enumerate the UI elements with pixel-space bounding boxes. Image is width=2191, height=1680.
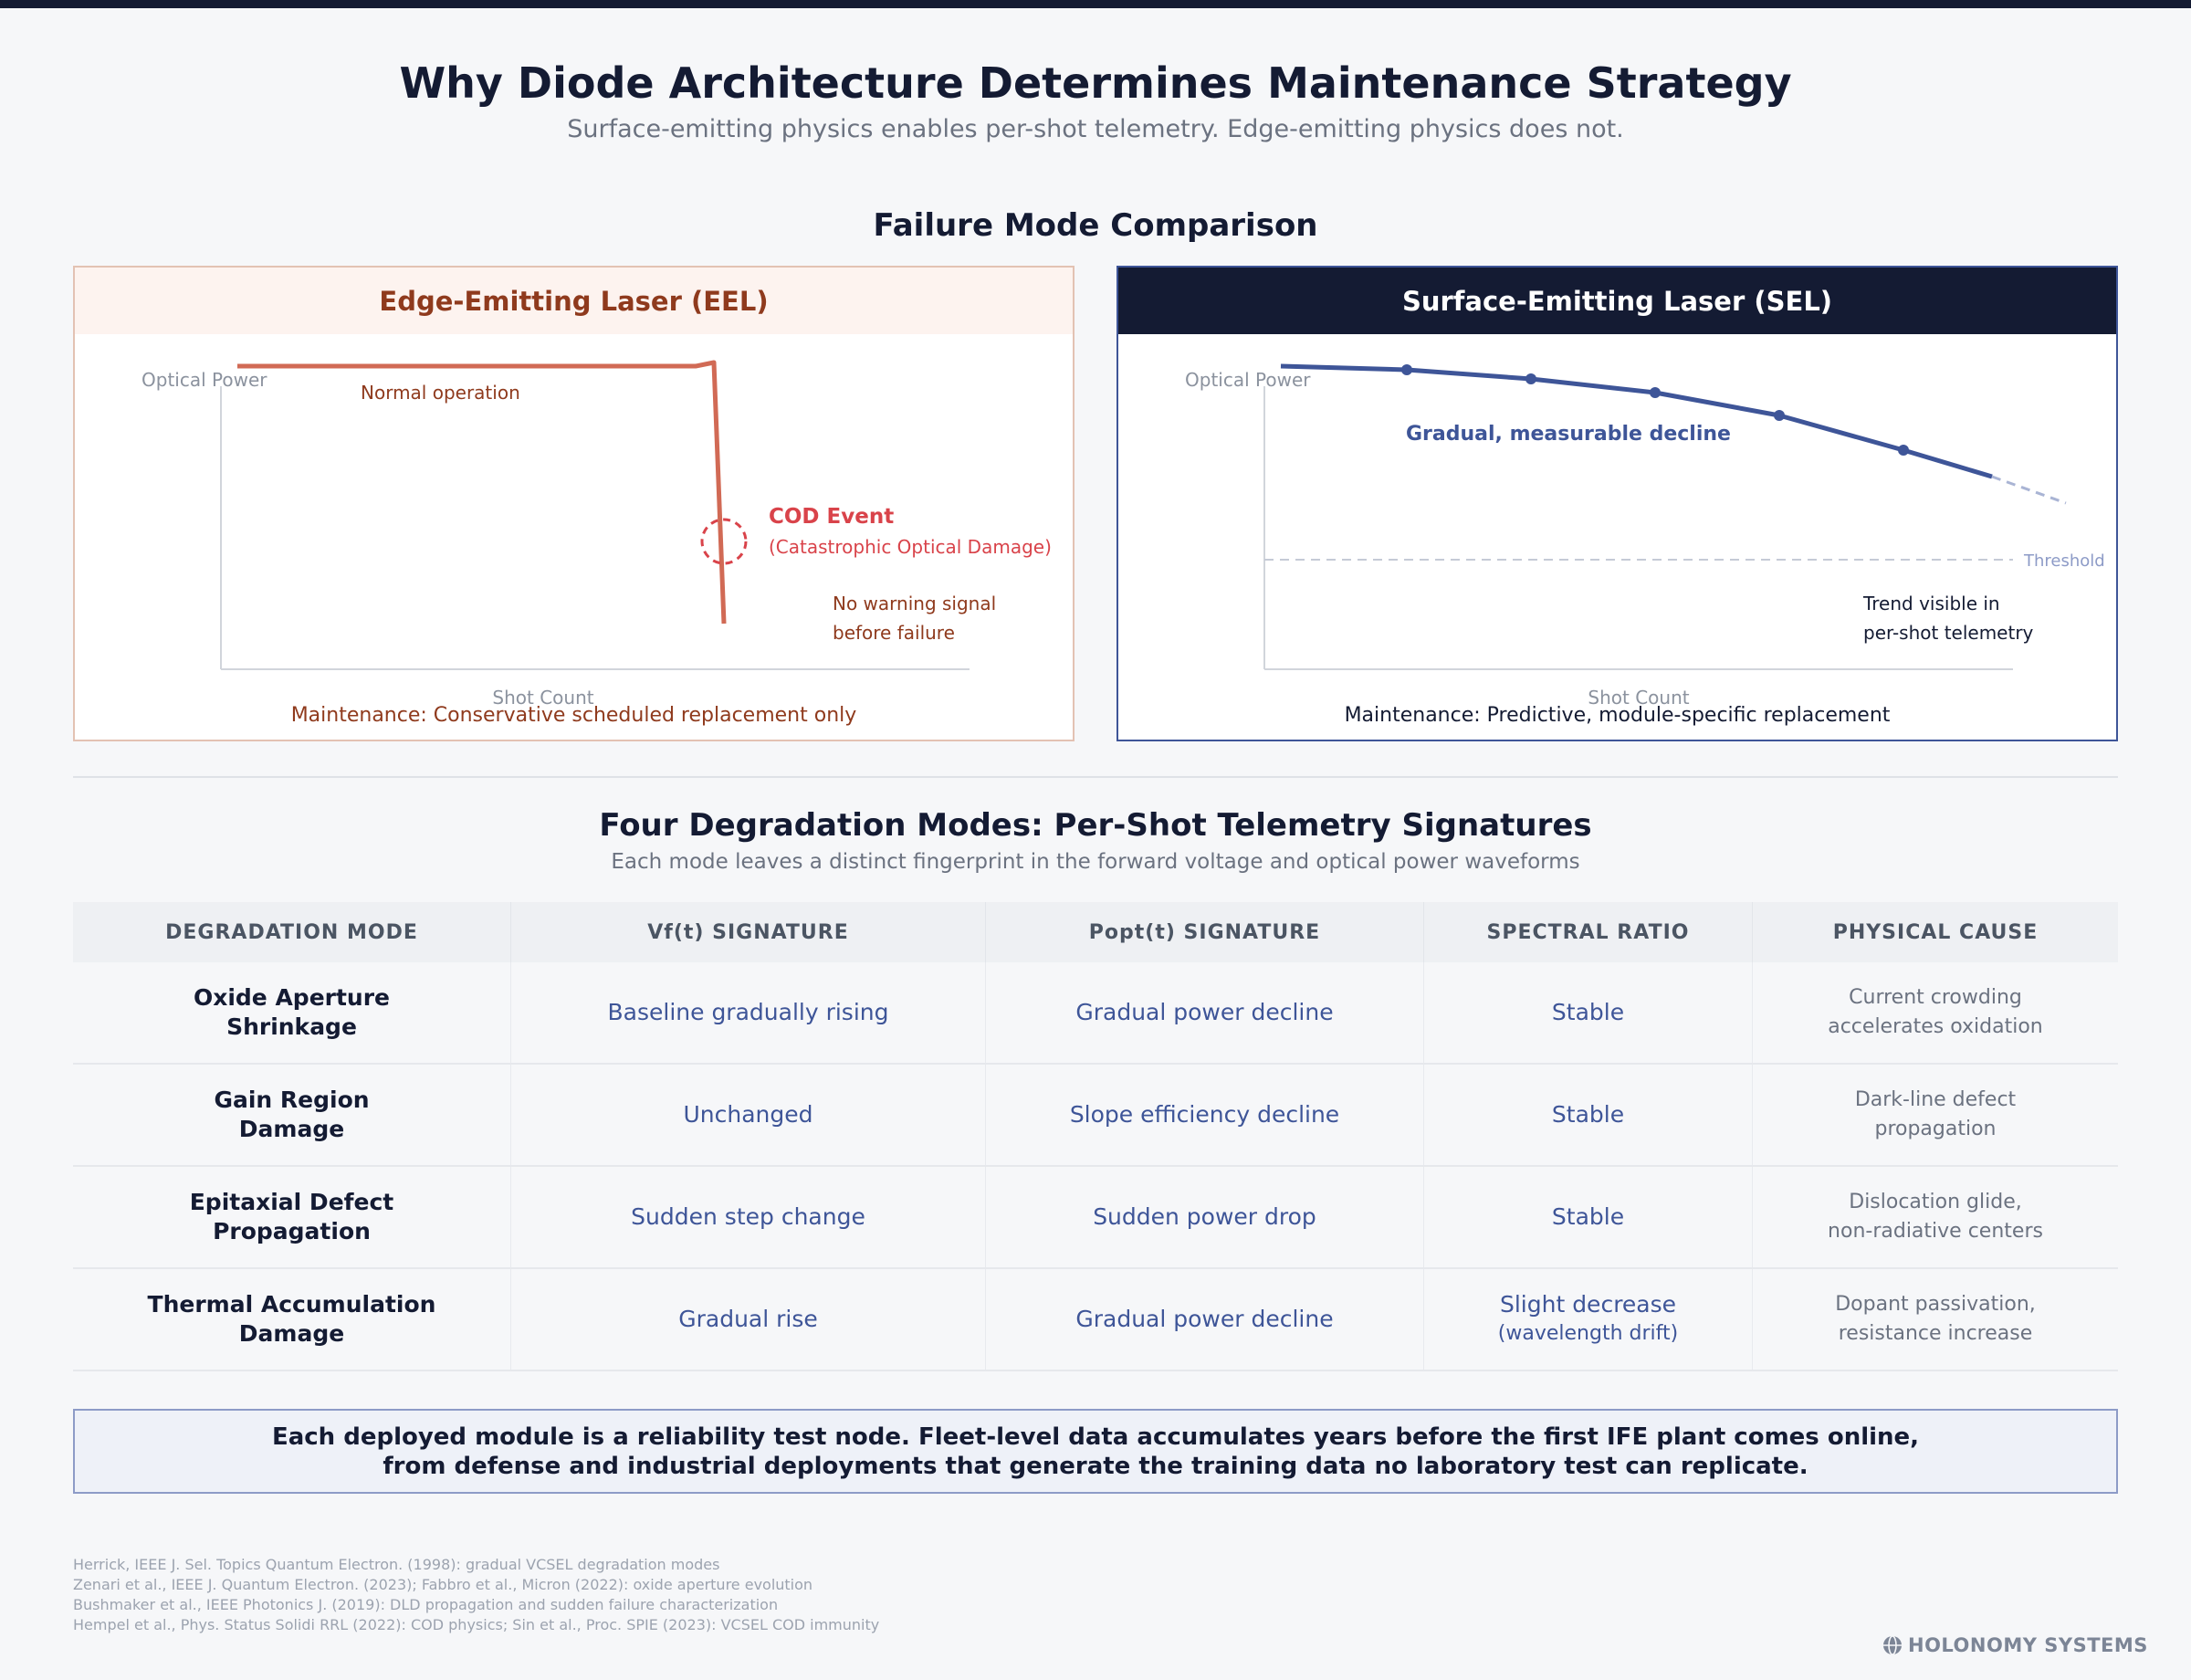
spectral-ratio: Slight decrease [1499, 1291, 1677, 1318]
table-row [73, 1269, 2118, 1371]
cod-event-subtitle: (Catastrophic Optical Damage) [769, 536, 1052, 558]
sel-y-axis-label: Optical Power [1185, 369, 1311, 391]
sel-data-point [1525, 373, 1536, 384]
reference-item: Bushmaker et al., IEEE Photonics J. (2019): DLD propagation and sudden failure characterization [73, 1596, 779, 1613]
eel-x-axis-label: Shot Count [492, 687, 594, 709]
reference-item: Zenari et al., IEEE J. Quantum Electron. (2023); Fabbro et al., Micron (2022): oxide aperture evolution [73, 1576, 813, 1593]
eel-panel [73, 266, 1075, 741]
threshold-label: Threshold [2024, 551, 2105, 571]
eel-note-line1: No warning signal [833, 593, 997, 614]
table-row [73, 1167, 2118, 1269]
eel-note-line2: before failure [833, 622, 955, 644]
sel-x-axis-label: Shot Count [1588, 687, 1690, 709]
eel-y-axis-label: Optical Power [142, 369, 267, 391]
physical-cause: Dislocation glide, [1849, 1191, 2022, 1213]
mode-name: Propagation [213, 1218, 371, 1244]
table-row [73, 1065, 2118, 1167]
mode-name: Damage [238, 1116, 345, 1142]
brand-name: HOLONOMY SYSTEMS [1908, 1634, 2148, 1656]
sel-maintenance-label: Maintenance: Predictive, module-specific replacement [1344, 704, 1891, 727]
sel-data-point [1401, 364, 1412, 375]
mode-name: Damage [238, 1320, 345, 1347]
spectral-ratio: Stable [1551, 1203, 1625, 1230]
mode-name: Epitaxial Defect [189, 1189, 394, 1215]
callout-line: from defense and industrial deployments that generate the training data no laboratory test can replicate. [383, 1452, 1808, 1480]
sel-projection-line [1992, 477, 2066, 503]
sel-chart [1118, 268, 2120, 743]
spectral-ratio: Stable [1551, 999, 1625, 1025]
physical-cause: resistance increase [1838, 1322, 2033, 1345]
degradation-subtitle: Each mode leaves a distinct fingerprint in the forward voltage and optical power waveforms [611, 850, 1580, 874]
spectral-ratio: Stable [1551, 1101, 1625, 1128]
sel-power-curve [1281, 366, 1992, 477]
column-header: PHYSICAL CAUSE [1832, 920, 2039, 944]
vf-signature: Gradual rise [678, 1306, 818, 1332]
mode-name: Gain Region [214, 1087, 370, 1113]
reference-item: Herrick, IEEE J. Sel. Topics Quantum Electron. (1998): gradual VCSEL degradation modes [73, 1556, 720, 1573]
column-header: SPECTRAL RATIO [1424, 902, 1753, 962]
physical-cause: Current crowding [1849, 986, 2022, 1009]
eel-chart [75, 268, 1076, 743]
vf-signature: Unchanged [683, 1101, 813, 1128]
popt-signature: Sudden power drop [1093, 1203, 1316, 1230]
cod-event-title: COD Event [769, 505, 895, 529]
column-header: Vf(t) SIGNATURE [511, 902, 986, 962]
comparison-title: Failure Mode Comparison [873, 207, 1318, 244]
top-accent-bar [0, 0, 2191, 8]
physical-cause: accelerates oxidation [1828, 1015, 2043, 1038]
physical-cause: non-radiative centers [1828, 1220, 2043, 1243]
popt-signature: Gradual power decline [1075, 1306, 1334, 1332]
vf-signature: Baseline gradually rising [607, 999, 889, 1025]
mode-name: Oxide Aperture [193, 984, 391, 1011]
brand-logo [1882, 1634, 2148, 1656]
sel-data-point [1650, 387, 1661, 398]
callout-line: Each deployed module is a reliability test node. Fleet-level data accumulates years before the first IFE plant comes online, [271, 1423, 1920, 1451]
key-insight-callout [73, 1409, 2118, 1494]
physical-cause: propagation [1874, 1118, 1997, 1140]
table-header [73, 902, 2118, 962]
sel-data-point [1774, 410, 1785, 421]
popt-signature: Gradual power decline [1075, 999, 1334, 1025]
eel-maintenance-label: Maintenance: Conservative scheduled replacement only [290, 704, 857, 727]
page-title: Why Diode Architecture Determines Maintenance Strategy [399, 58, 1792, 108]
spectral-ratio-note: (wavelength drift) [1497, 1322, 1679, 1345]
sel-data-point [1898, 445, 1909, 456]
degradation-title: Four Degradation Modes: Per-Shot Telemetry Signatures [599, 807, 1592, 844]
physical-cause: Dark-line defect [1854, 1088, 2017, 1111]
references [73, 1555, 879, 1635]
physical-cause: Dopant passivation, [1835, 1293, 2036, 1316]
mode-name: Thermal Accumulation [147, 1291, 436, 1318]
table-row [73, 962, 2118, 1065]
sel-note-line1: Trend visible in [1863, 593, 2000, 614]
eel-normal-label: Normal operation [361, 382, 520, 404]
sel-decline-label: Gradual, measurable decline [1406, 423, 1731, 446]
cod-event-marker [702, 520, 746, 563]
vf-signature: Sudden step change [631, 1203, 865, 1230]
eel-panel-title: Edge-Emitting Laser (EEL) [75, 268, 1073, 334]
column-header: DEGRADATION MODE [73, 902, 511, 962]
sel-panel [1116, 266, 2118, 741]
reference-item: Hempel et al., Phys. Status Solidi RRL (2022): COD physics; Sin et al., Proc. SPIE (2023): VCSEL COD immunity [73, 1616, 880, 1633]
degradation-table [73, 902, 2118, 1371]
mode-name: Shrinkage [226, 1013, 357, 1040]
section-divider [73, 776, 2118, 778]
popt-signature: Slope efficiency decline [1069, 1101, 1340, 1128]
globe-icon [1882, 1635, 1903, 1655]
sel-note-line2: per-shot telemetry [1863, 622, 2034, 644]
sel-panel-title: Surface-Emitting Laser (SEL) [1118, 268, 2116, 334]
column-header: Popt(t) SIGNATURE [986, 902, 1424, 962]
page-subtitle: Surface-emitting physics enables per-shot telemetry. Edge-emitting physics does not. [567, 115, 1624, 143]
